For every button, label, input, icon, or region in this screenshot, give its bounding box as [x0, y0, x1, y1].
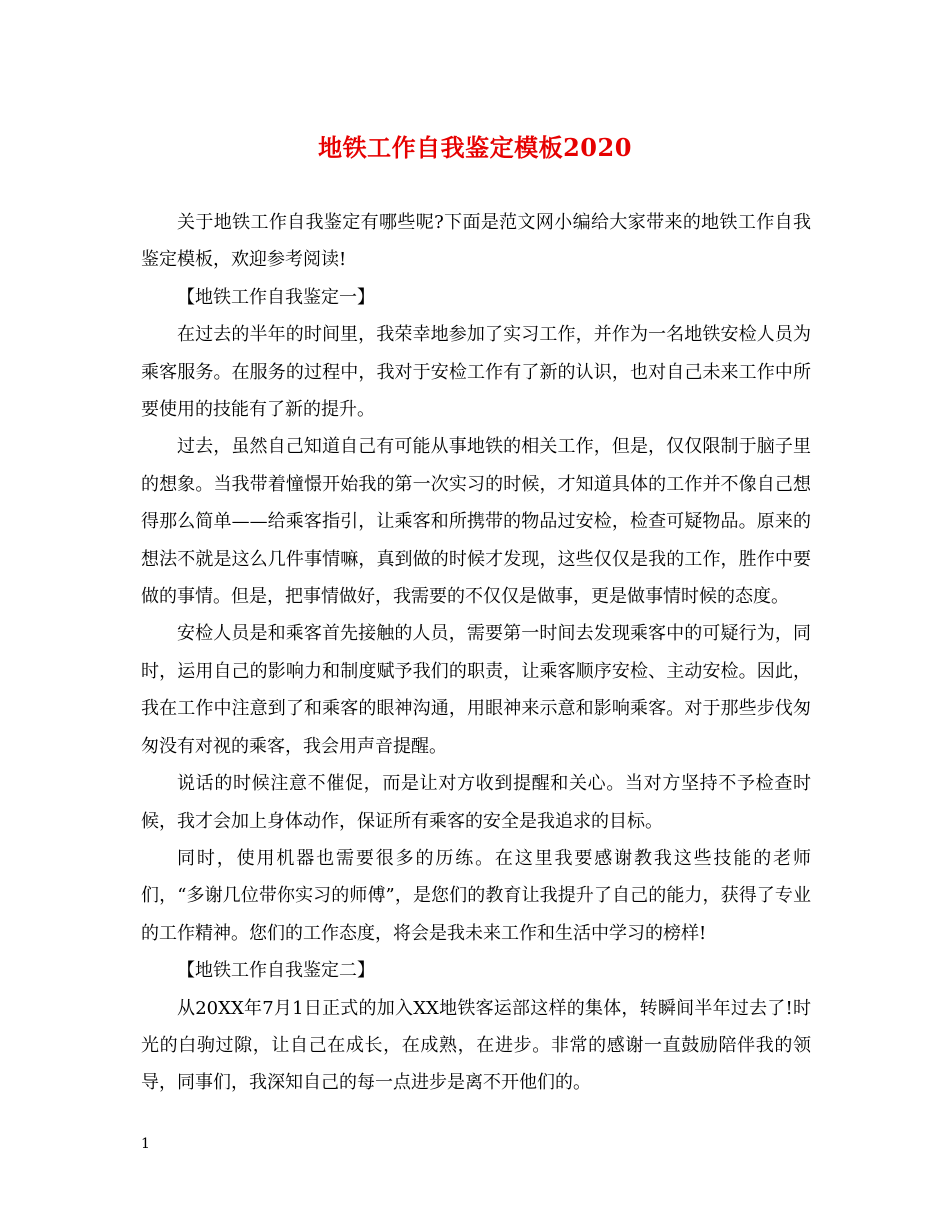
paragraph: 安检人员是和乘客首先接触的人员，需要第一时间去发现乘客中的可疑行为，同时，运用自己的影响力和制度赋予我们的职责，让乘客顺序安检、主动安检。因此，我在工作中注意到了和乘客的眼神沟通，用眼神来示意和影响乘客。对于那些步伐匆匆没有对视的乘客，我会用声音提醒。: [141, 623, 811, 757]
paragraph: 说话的时候注意不催促，而是让对方收到提醒和关心。当对方坚持不予检查时候，我才会加上身体动作，保证所有乘客的安全是我追求的目标。: [141, 773, 811, 832]
paragraph-intro: 关于地铁工作自我鉴定有哪些呢?下面是范文网小编给大家带来的地铁工作自我鉴定模板，欢迎参考阅读!: [141, 212, 811, 271]
paragraph: 过去，虽然自己知道自己有可能从事地铁的相关工作，但是，仅仅限制于脑子里的想象。当我带着憧憬开始我的第一次实习的时候，才知道具体的工作并不像自己想得那么简单——给乘客指引，让乘客和所携带的物品过安检，检查可疑物品。原来的想法不就是这么几件事情嘛，真到做的时候才发现，这些仅仅是我的工作，胜作中要做的事情。但是，把事情做好，我需要的不仅仅是做事，更是做事情时候的态度。: [141, 436, 811, 608]
section-heading-2: 【地铁工作自我鉴定二】: [177, 960, 375, 982]
paragraph: 从20XX年7月1日正式的加入XX地铁客运部这样的集体，转瞬间半年过去了!时光的白驹过隙，让自己在成长，在成熟，在进步。非常的感谢一直鼓励陪伴我的领导，同事们，我深知自己的每一点进步是离不开他们的。: [141, 997, 811, 1094]
document-title: 地铁工作自我鉴定模板2020: [318, 133, 632, 162]
paragraph: 同时，使用机器也需要很多的历练。在这里我要感谢教我这些技能的老师们，“多谢几位带你实习的师傅”，是您们的教育让我提升了自己的能力，获得了专业的工作精神。您们的工作态度，将会是我未来工作和生活中学习的榜样!: [141, 847, 811, 944]
page-number: 1: [141, 1136, 150, 1152]
document-body: [141, 204, 811, 1102]
paragraph: 在过去的半年的时间里，我荣幸地参加了实习工作，并作为一名地铁安检人员为乘客服务。在服务的过程中，我对于安检工作有了新的认识，也对自己未来工作中所要使用的技能有了新的提升。: [141, 324, 811, 421]
section-heading-1: 【地铁工作自我鉴定一】: [177, 286, 375, 308]
